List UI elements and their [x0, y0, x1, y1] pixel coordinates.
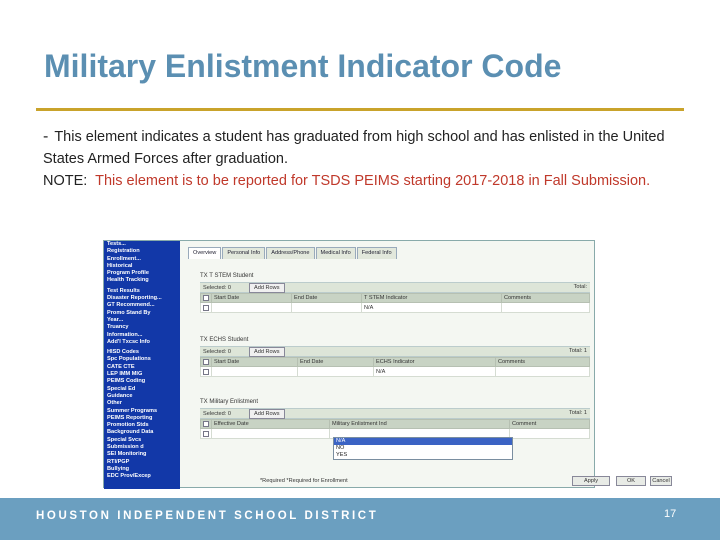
- sidebar-item[interactable]: Guidance: [107, 392, 133, 399]
- section-toolbar: [200, 408, 590, 419]
- column-header[interactable]: Comments: [502, 294, 590, 303]
- tab-personal-info[interactable]: Personal Info: [222, 247, 265, 259]
- page-number: 17: [664, 508, 677, 520]
- table-row[interactable]: [201, 367, 590, 377]
- app-footer-bar: [256, 475, 670, 487]
- dropdown-option[interactable]: YES: [336, 452, 348, 458]
- sidebar-item[interactable]: LEP IMM MIG: [107, 371, 143, 378]
- table-cell[interactable]: [212, 303, 292, 313]
- tstem-section: [200, 273, 590, 313]
- section-toolbar: [200, 346, 590, 357]
- table-cell[interactable]: [212, 429, 330, 439]
- sidebar-item[interactable]: Program Profile: [107, 270, 149, 277]
- sidebar-item[interactable]: Year...: [107, 316, 124, 323]
- sidebar-item[interactable]: Other: [107, 400, 122, 407]
- sidebar-item[interactable]: Historical: [107, 262, 133, 269]
- sidebar-group: [107, 349, 177, 480]
- sidebar-item[interactable]: Special Ed: [107, 385, 136, 392]
- row-select[interactable]: [201, 303, 212, 313]
- selected-count: Selected: 0: [203, 348, 231, 355]
- sidebar-item[interactable]: Promotion Stds: [107, 422, 149, 429]
- slide-footer: [0, 498, 720, 540]
- column-header[interactable]: End Date: [292, 294, 362, 303]
- note-text: This element is to be reported for TSDS PEIMS starting 2017-2018 in Fall Submission.: [95, 173, 651, 189]
- sidebar-item[interactable]: Background Data: [107, 429, 154, 436]
- column-header[interactable]: T STEM Indicator: [362, 294, 502, 303]
- total-count: Total:: [573, 284, 587, 290]
- sidebar-item[interactable]: CATE CTE: [107, 363, 135, 370]
- sidebar-item[interactable]: Health Tracking: [107, 277, 149, 284]
- select-all-header[interactable]: [201, 420, 212, 429]
- table-cell[interactable]: N/A: [362, 303, 502, 313]
- district-name: HOUSTON INDEPENDENT SCHOOL DISTRICT: [36, 510, 379, 522]
- data-table: [200, 293, 590, 313]
- selected-count: Selected: 0: [203, 410, 231, 417]
- section-title: TX Military Enlistment: [200, 399, 259, 405]
- add-rows-button[interactable]: Add Rows: [249, 347, 285, 357]
- column-header[interactable]: Effective Date: [212, 420, 330, 429]
- sidebar-item[interactable]: SEI Monitoring: [107, 451, 147, 458]
- cancel-button[interactable]: Cancel: [650, 476, 672, 486]
- selected-count: Selected: 0: [203, 284, 231, 291]
- checkbox-icon[interactable]: [203, 421, 209, 427]
- title-divider: [36, 108, 684, 111]
- sidebar-item[interactable]: Summer Programs: [107, 407, 158, 414]
- table-cell[interactable]: [502, 303, 590, 313]
- note-label: NOTE:: [43, 173, 88, 189]
- column-header[interactable]: Comment: [510, 420, 590, 429]
- select-all-header[interactable]: [201, 294, 212, 303]
- column-header[interactable]: ECHS Indicator: [374, 358, 496, 367]
- sidebar-item[interactable]: Test Results: [107, 287, 140, 294]
- slide-title: Military Enlistment Indicator Code: [44, 48, 562, 84]
- sidebar-item[interactable]: RTI/PGP: [107, 458, 130, 465]
- tab-medical-info[interactable]: Medical Info: [316, 247, 356, 259]
- sidebar-item[interactable]: Bullying: [107, 465, 130, 472]
- checkbox-icon[interactable]: [203, 305, 209, 311]
- section-toolbar: [200, 282, 590, 293]
- column-header[interactable]: Start Date: [212, 358, 298, 367]
- military-enlistment-section: [200, 399, 590, 439]
- tab-bar: [188, 247, 397, 259]
- table-cell[interactable]: [510, 429, 590, 439]
- bullet-dash: -: [43, 128, 49, 145]
- sidebar-item[interactable]: Tests...: [107, 241, 126, 247]
- column-header[interactable]: Military Enlistment Ind: [330, 420, 510, 429]
- column-header[interactable]: Comments: [496, 358, 590, 367]
- total-count: Total: 1: [568, 348, 587, 354]
- required-legend: *Required *Required for Enrollment: [260, 478, 348, 484]
- row-select[interactable]: [201, 429, 212, 439]
- checkbox-icon[interactable]: [203, 369, 209, 375]
- sidebar-item[interactable]: Add'l Txcsc Info: [107, 338, 150, 345]
- sidebar-item[interactable]: Disaster Reporting...: [107, 295, 162, 302]
- tab-address-phone[interactable]: Address/Phone: [266, 247, 314, 259]
- data-table: [200, 357, 590, 377]
- dropdown-option[interactable]: NO: [336, 445, 345, 451]
- description-text: This element indicates a student has graduated from high school and has enlisted in the United States Armed Forces after graduation.: [43, 129, 665, 167]
- ok-button[interactable]: OK: [616, 476, 646, 486]
- table-row[interactable]: [201, 303, 590, 313]
- sidebar-item[interactable]: Enrollment...: [107, 255, 141, 262]
- select-all-header[interactable]: [201, 358, 212, 367]
- sidebar-item[interactable]: Truancy: [107, 324, 129, 331]
- sidebar-nav: [104, 241, 180, 489]
- checkbox-icon[interactable]: [203, 295, 209, 301]
- checkbox-icon[interactable]: [203, 431, 209, 437]
- table-cell[interactable]: [292, 303, 362, 313]
- tab-federal-info[interactable]: Federal Info: [357, 247, 397, 259]
- dropdown-option[interactable]: N/A: [334, 438, 512, 445]
- sidebar-item[interactable]: EDC Prov/Excep: [107, 473, 151, 480]
- table-cell[interactable]: [496, 367, 590, 377]
- military-enlistment-dropdown[interactable]: [333, 437, 513, 460]
- sidebar-item[interactable]: HISD Codes: [107, 349, 140, 356]
- total-count: Total: 1: [568, 410, 587, 416]
- table-cell[interactable]: N/A: [374, 367, 496, 377]
- sidebar-item[interactable]: Promo Stand By: [107, 309, 151, 316]
- section-title: TX T STEM Student: [200, 273, 254, 279]
- sidebar-item[interactable]: PEIMS Coding: [107, 378, 146, 385]
- sidebar-item[interactable]: Information...: [107, 331, 143, 338]
- column-header[interactable]: Start Date: [212, 294, 292, 303]
- sidebar-item[interactable]: PEIMS Reporting: [107, 414, 153, 421]
- add-rows-button[interactable]: Add Rows: [249, 409, 285, 419]
- checkbox-icon[interactable]: [203, 359, 209, 365]
- table-cell[interactable]: [212, 367, 298, 377]
- sidebar-item[interactable]: Submission d: [107, 444, 144, 451]
- sidebar-group: [107, 288, 177, 346]
- apply-button[interactable]: Apply: [572, 476, 610, 486]
- sidebar-group: [107, 241, 177, 285]
- table-cell[interactable]: [298, 367, 374, 377]
- sidebar-item[interactable]: Registration: [107, 248, 140, 255]
- sidebar-item[interactable]: Spc Populations: [107, 356, 151, 363]
- column-header[interactable]: End Date: [298, 358, 374, 367]
- echs-section: [200, 337, 590, 377]
- section-title: TX ECHS Student: [200, 337, 249, 343]
- add-rows-button[interactable]: Add Rows: [249, 283, 285, 293]
- sidebar-item[interactable]: Special Svcs: [107, 436, 142, 443]
- slide-body: [43, 126, 683, 192]
- sidebar-item[interactable]: GT Recommend...: [107, 302, 155, 309]
- tab-overview[interactable]: Overview: [188, 247, 221, 259]
- row-select[interactable]: [201, 367, 212, 377]
